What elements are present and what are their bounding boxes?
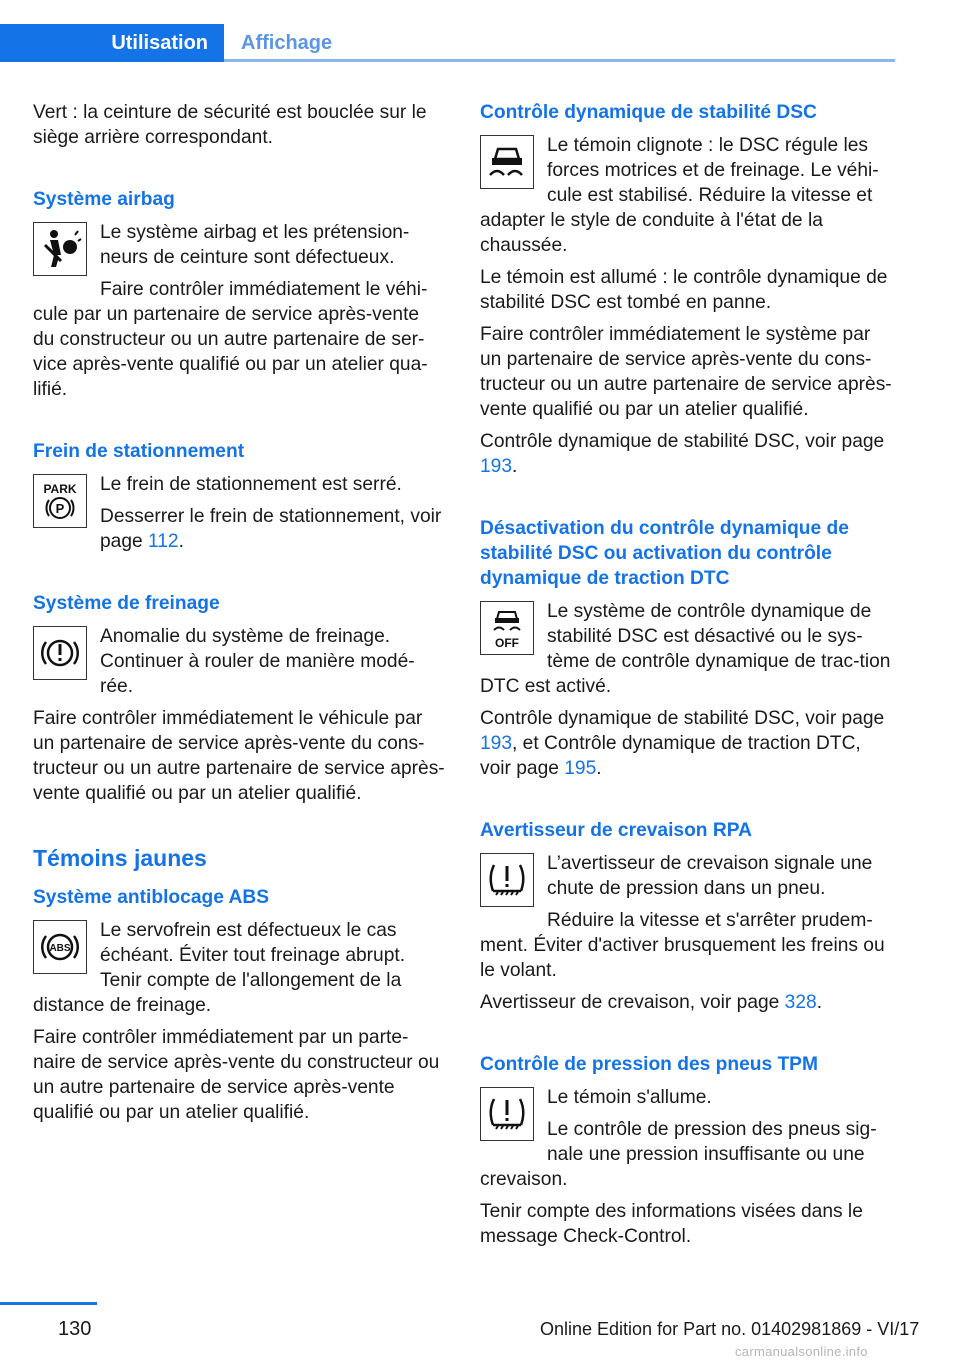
dsc-text-4: Contrôle dynamique de stabilité DSC, voir page 193. [480, 431, 885, 477]
tpm-warning-icon [480, 1087, 534, 1141]
page-link-193b[interactable]: 193 [480, 733, 513, 754]
dsc-text-1: Le témoin clignote : le DSC régule les forces motrices et de freinage. Le véhi‐cule est stabilisé. Réduire la vitesse et adapter le style de conduite à l'état de la chaussée. [480, 135, 879, 256]
section-title-tpm: Contrôle de pression des pneus TPM [480, 1054, 818, 1075]
park-label: PARK [43, 482, 77, 496]
dsc-off-text-2: Contrôle dynamique de stabilité DSC, voir page 193, et Contrôle dynamique de traction DTC, voir page 195. [480, 708, 885, 779]
dsc-text-2: Le témoin est allumé : le contrôle dynamique de stabilité DSC est tombé en panne. [480, 267, 888, 313]
tire-pressure-warning-icon [480, 853, 534, 907]
parking-brake-icon [33, 474, 87, 528]
left-column [33, 100, 445, 1132]
page-link-195[interactable]: 195 [564, 758, 597, 779]
dsc-off-icon [480, 601, 534, 655]
section-heading-yellow-indicators: Témoins jaunes [33, 845, 207, 871]
airbag-text-2: Faire contrôler immédiatement le véhi‐cule par un partenaire de service après-vente du constructeur ou un autre partenaire de ser‐vice après-vente qualifié ou par un atelier qua‐lifié. [33, 279, 428, 400]
tab-affichage[interactable]: Affichage [241, 31, 333, 54]
section-title-rpa: Avertisseur de crevaison RPA [480, 820, 752, 841]
abs-text-1: Le servofrein est défectueux le cas échéant. Éviter tout freinage abrupt. Tenir compte de l'allongement de la distance de freinage. [33, 920, 406, 1016]
page-link-328[interactable]: 328 [784, 992, 817, 1013]
dsc-text-3: Faire contrôler immédiatement le système par un partenaire de service après-vente du cons‐tructeur ou un autre partenaire de service après-vente qualifié ou par un atelier qualifié. [480, 324, 892, 420]
svg-text:P: P [55, 501, 65, 516]
section-title-dsc: Contrôle dynamique de stabilité DSC [480, 102, 817, 123]
tab-utilisation[interactable]: Utilisation [0, 24, 224, 62]
section-title-parking-brake: Frein de stationnement [33, 441, 245, 462]
braking-text-2: Faire contrôler immédiatement le véhicule par un partenaire de service après-vente du cons‐tructeur ou un autre partenaire de service après-vente qualifié ou par un atelier qualifié. [33, 708, 445, 804]
section-title-dsc-off: Désactivation du contrôle dynamique de stabilité DSC ou activation du contrôle dynamique de traction DTC [480, 518, 849, 589]
parking-text-1: Le frein de stationnement est serré. [100, 474, 402, 495]
section-title-airbag: Système airbag [33, 189, 175, 210]
intro-paragraph: Vert : la ceinture de sécurité est bouclée sur le siège arrière correspondant. [33, 102, 427, 148]
page-link-112[interactable]: 112 [148, 531, 179, 552]
header-divider [224, 59, 895, 62]
rpa-text-1: L’avertisseur de crevaison signale une chute de pression dans un pneu. [547, 853, 873, 899]
edition-text: Online Edition for Part no. 01402981869 - VI/17 [540, 1319, 920, 1339]
section-title-abs: Système antiblocage ABS [33, 887, 270, 908]
page-number: 130 [58, 1318, 92, 1340]
airbag-icon [33, 222, 87, 276]
abs-label: ABS [49, 943, 71, 954]
tpm-text-3: Tenir compte des informations visées dans le message Check-Control. [480, 1201, 863, 1247]
tpm-text-2: Le contrôle de pression des pneus sig‐nale une pression insuffisante ou une crevaison. [480, 1119, 877, 1190]
parking-text-2: Desserrer le frein de stationnement, voir page 112. [100, 506, 442, 552]
braking-text-1: Anomalie du système de freinage. Continuer à rouler de manière modé‐rée. [100, 626, 415, 697]
off-label: OFF [495, 636, 519, 650]
rpa-text-3: Avertisseur de crevaison, voir page 328. [480, 992, 823, 1013]
abs-text-2: Faire contrôler immédiatement par un parte‐naire de service après-vente du constructeur ou un autre partenaire de service après-vente qualifié ou par un atelier qualifié. [33, 1027, 440, 1123]
page-link-193[interactable]: 193 [480, 456, 513, 477]
dsc-icon [480, 135, 534, 189]
section-title-braking-system: Système de freinage [33, 593, 220, 614]
footer-accent-line [0, 1302, 97, 1305]
rpa-text-2: Réduire la vitesse et s'arrêter prudem‐ment. Éviter d'activer brusquement les freins ou le volant. [480, 910, 885, 981]
watermark: carmanualsonline.info [735, 1344, 868, 1359]
header-bar [0, 0, 895, 62]
abs-icon [33, 920, 87, 974]
dsc-off-text-1: Le système de contrôle dynamique de stabilité DSC est désactivé ou le sys‐tème de contrôle dynamique de trac‐tion DTC est activé. [480, 601, 891, 697]
brake-warning-icon [33, 626, 87, 680]
airbag-text-1: Le système airbag et les prétension‐neurs de ceinture sont défectueux. [100, 222, 410, 268]
right-column [480, 100, 892, 1256]
tpm-text-1: Le témoin s'allume. [547, 1087, 712, 1108]
